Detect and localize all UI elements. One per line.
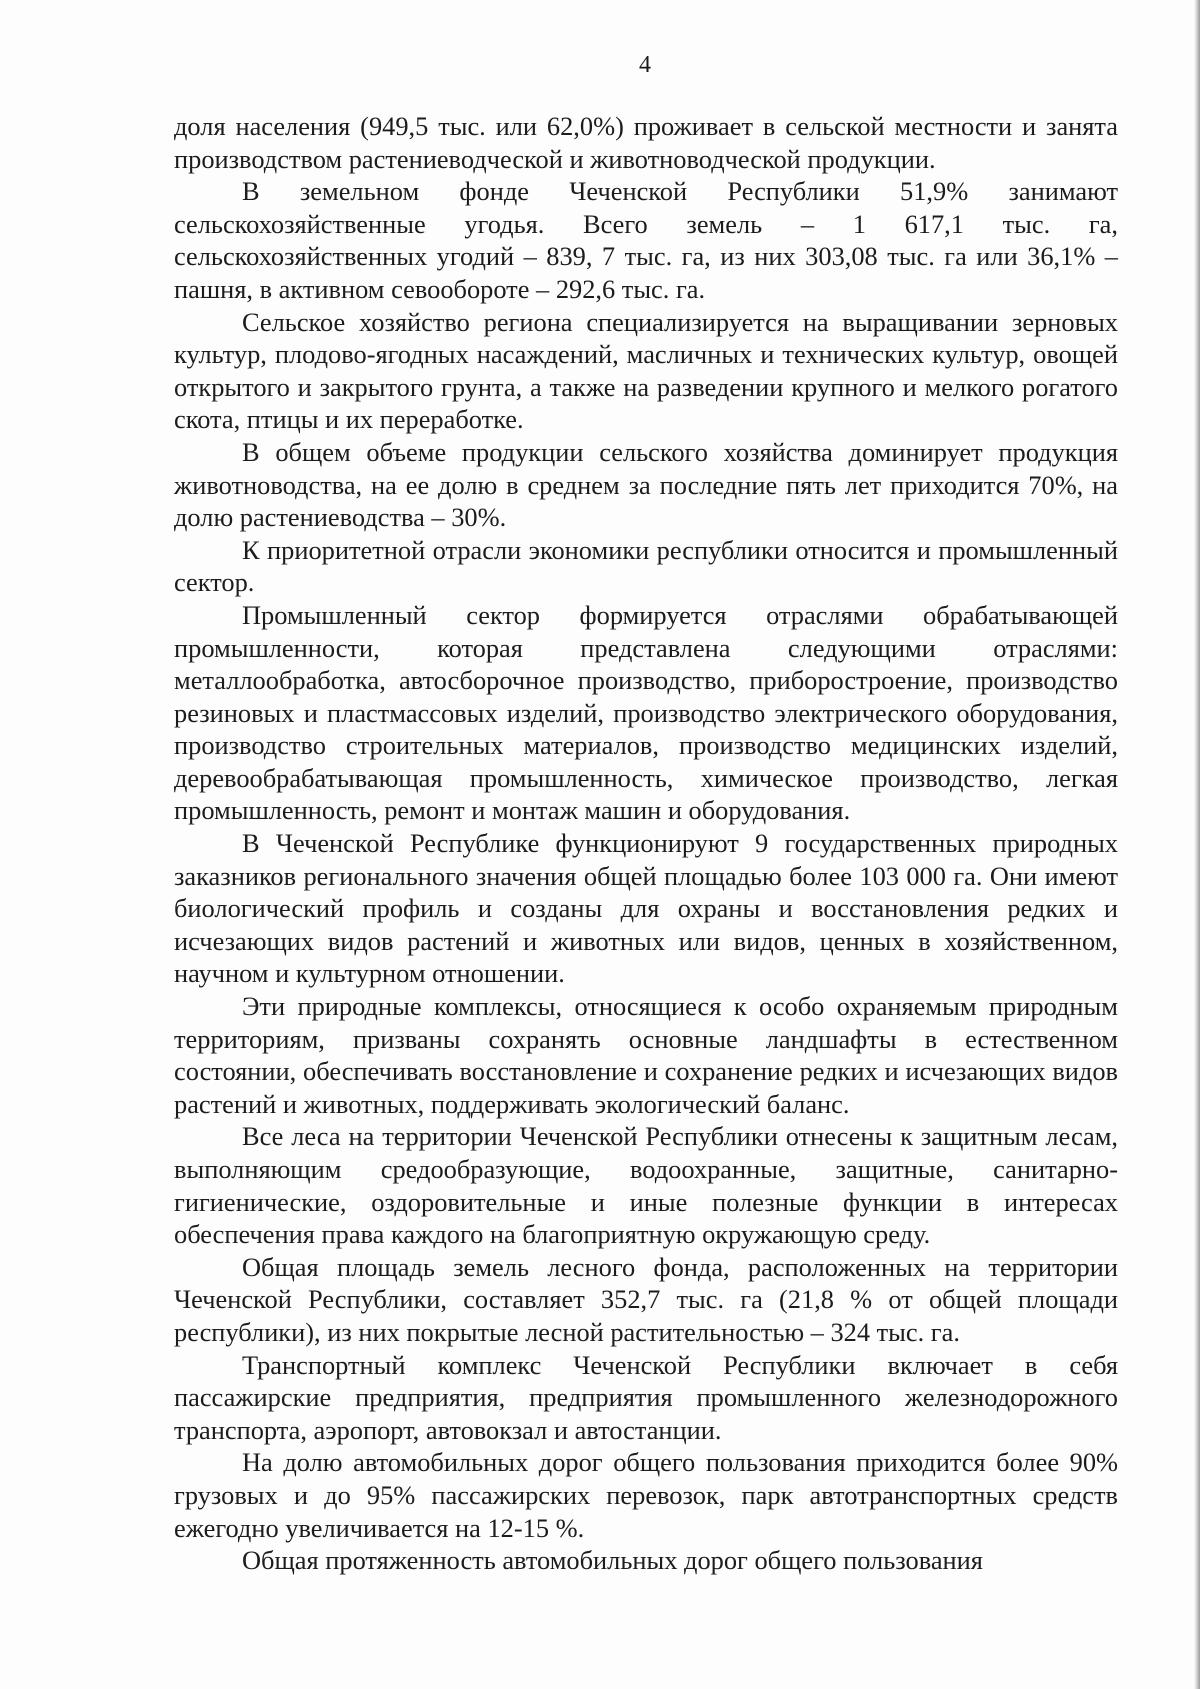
- page-number: 4: [639, 52, 651, 78]
- paragraph-transport-complex: Транспортный комплекс Чеченской Республики включает в себя пассажирские предприятия, предприятия промышленного железнодорожного транспорта, аэропорт, автовокзал и автостанции.: [174, 1349, 1118, 1445]
- document-body: [174, 110, 1118, 1577]
- paragraph-forests: Все леса на территории Чеченской Республики отнесены к защитным лесам, выполняющим средообразующие, водоохранные, защитные, санитарно-гигиенические, оздоровительные и иные полезные функции в интересах обеспечения права каждого на благоприятную окружающую среду.: [174, 1121, 1118, 1250]
- paragraph-road-transport: На долю автомобильных дорог общего пользования приходится более 90% грузовых и до 95% пассажирских перевозок, парк автотранспортных средств ежегодно увеличивается на 12-15 %.: [174, 1447, 1118, 1543]
- paragraph-agriculture-specialization: Сельское хозяйство региона специализируется на выращивании зерновых культур, плодово-ягодных насаждений, масличных и технических культур, овощей открытого и закрытого грунта, а также на разведении крупного и мелкого рогатого скота, птицы и их переработке.: [174, 306, 1118, 435]
- paragraph-protected-areas: Эти природные комплексы, относящиеся к особо охраняемым природным территориям, призваны сохранять основные ландшафты в естественном состоянии, обеспечивать восстановление и сохранение редких и исчезающих видов растений и животных, поддерживать экологический баланс.: [174, 991, 1118, 1119]
- paragraph-road-length: Общая протяженность автомобильных дорог общего пользования: [242, 1545, 983, 1576]
- paragraph-industry-sectors: Промышленный сектор формируется отраслями обрабатывающей промышленности, которая представлена следующими отраслями: металлообработка, автосборочное производство, приборостроение, производство резиновых и пластмассовых изделий, производство электрического оборудования, производство строительных материалов, производство медицинских изделий, деревообрабатывающая промышленность, химическое производство, легкая промышленность, ремонт и монтаж машин и оборудования.: [174, 599, 1118, 826]
- paragraph-forest-area: Общая площадь земель лесного фонда, расположенных на территории Чеченской Республики, составляет 352,7 тыс. га (21,8 % от общей площади республики), из них покрытые лесной растительностью – 324 тыс. га.: [174, 1251, 1118, 1347]
- paragraph-agriculture-structure: В общем объеме продукции сельского хозяйства доминирует продукция животноводства, на ее долю в среднем за последние пять лет приходится 70%, на долю растениеводства – 30%.: [174, 436, 1118, 533]
- paragraph-land-fund: В земельном фонде Чеченской Республики 51,9% занимают сельскохозяйственные угодья. Всего земель – 1 617,1 тыс. га, сельскохозяйственных угодий – 839, 7 тыс. га, из них 303,08 тыс. га или 36,1% – пашня, в активном севообороте – 292,6 тыс. га.: [174, 176, 1118, 304]
- paragraph-continuation: доля населения (949,5 тыс. или 62,0%) проживает в сельской местности и занята производством растениеводческой и животноводческой продукции.: [174, 111, 1118, 174]
- paragraph-nature-reserves: В Чеченской Республике функционируют 9 государственных природных заказников регионального значения общей площадью более 103 000 га. Они имеют биологический профиль и созданы для охраны и восстановления редких и исчезающих видов растений и животных или видов, ценных в хозяйственном, научном и культурном отношении.: [174, 828, 1118, 989]
- paragraph-industry-priority: К приоритетной отрасли экономики республики относится и промышленный сектор.: [174, 534, 1118, 598]
- scan-edge-shadow: [1194, 0, 1200, 1689]
